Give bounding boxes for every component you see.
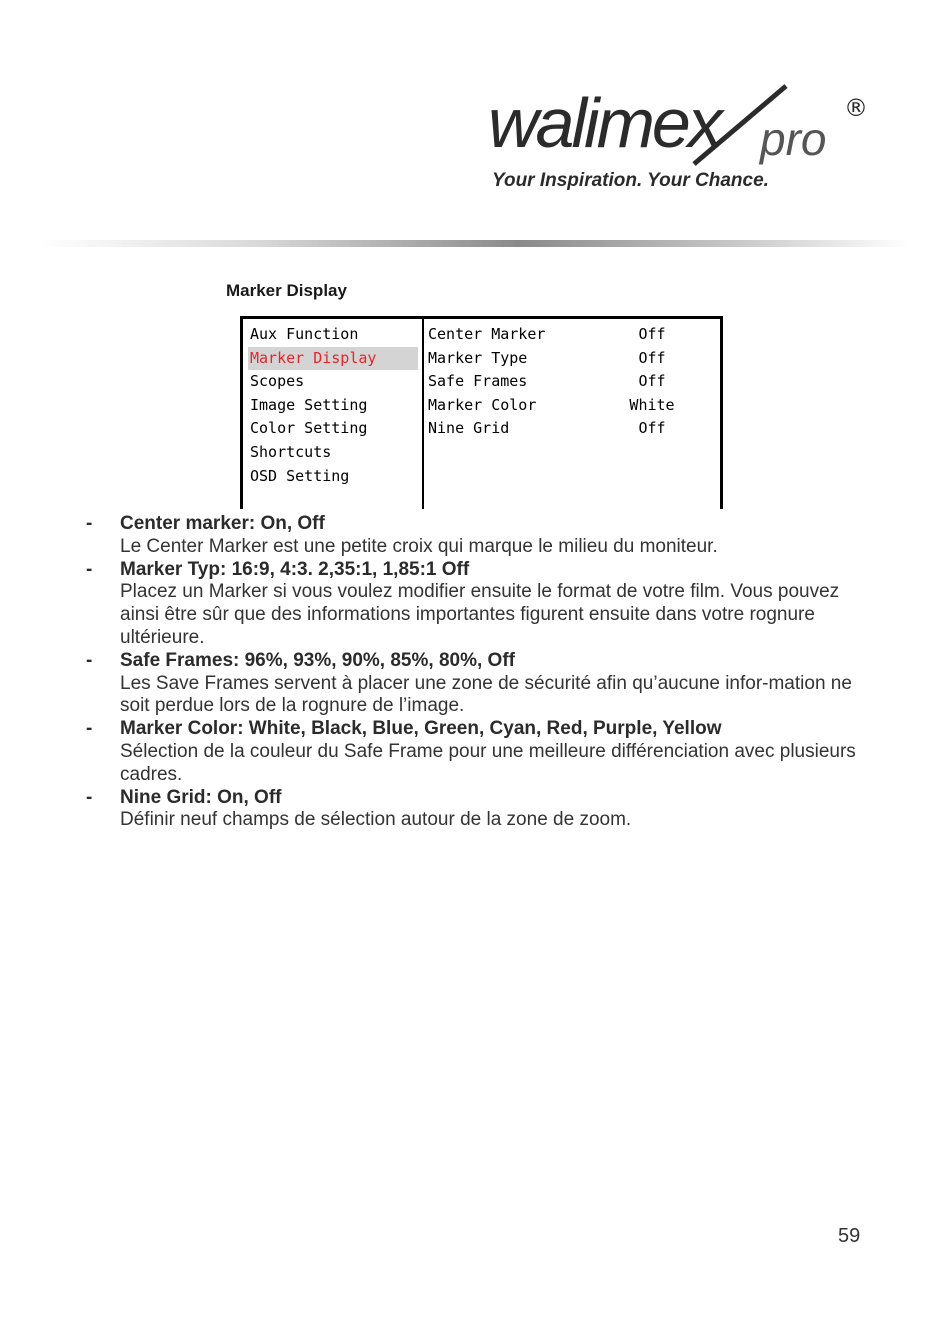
bullet-dash: - bbox=[86, 513, 93, 534]
osd-column-divider bbox=[422, 319, 424, 509]
option-heading: Safe Frames: 96%, 93%, 90%, 85%, 80%, Off bbox=[120, 649, 515, 671]
option-heading: Marker Typ: 16:9, 4:3. 2,35:1, 1,85:1 Off bbox=[120, 558, 470, 580]
osd-settings-list bbox=[428, 323, 718, 441]
osd-setting-row bbox=[428, 347, 718, 371]
osd-setting-label: Marker Color bbox=[428, 395, 537, 414]
bullet-dash: - bbox=[86, 649, 93, 671]
option-description: Sélection de la couleur du Safe Frame pour une meilleure différenciation avec plusieurs cadres. bbox=[120, 740, 856, 785]
registered-mark: ® bbox=[844, 94, 868, 122]
osd-menu-item: Color Setting bbox=[250, 419, 368, 438]
list-item bbox=[86, 559, 866, 650]
osd-setting-row bbox=[428, 417, 718, 441]
osd-menu-item: Scopes bbox=[250, 372, 305, 391]
osd-menu-list bbox=[248, 323, 418, 488]
list-item bbox=[86, 718, 866, 786]
bullet-dash: - bbox=[86, 558, 93, 580]
osd-menu-screenshot bbox=[240, 316, 723, 509]
osd-setting-row bbox=[428, 323, 718, 347]
page-number: 59 bbox=[838, 1225, 861, 1247]
osd-setting-value: Off bbox=[638, 325, 666, 343]
option-description: Le Center Marker est une petite croix qui marque le milieu du moniteur. bbox=[120, 535, 718, 557]
option-description: Placez un Marker si vous voulez modifier ensuite le format de votre film. Vous pouvez ainsi être sûr que des informations importantes figurent ensuite dans votre rognure ultérieure. bbox=[120, 581, 840, 648]
bullet-dash: - bbox=[86, 786, 93, 808]
option-heading: Center marker: On, Off bbox=[120, 513, 325, 534]
option-description: Les Save Frames servent à placer une zone de sécurité afin qu’aucune infor-mation ne soit perdue lors de la rognure de l’image. bbox=[120, 672, 852, 717]
osd-menu-item: Marker Display bbox=[248, 347, 418, 371]
osd-menu-item: OSD Setting bbox=[250, 466, 350, 485]
option-heading: Nine Grid: On, Off bbox=[120, 786, 282, 808]
osd-menu-item: Aux Function bbox=[250, 325, 359, 343]
osd-setting-row bbox=[428, 394, 718, 418]
list-item bbox=[86, 513, 866, 559]
osd-setting-value: Off bbox=[638, 348, 666, 367]
osd-setting-label: Marker Type bbox=[428, 348, 528, 367]
osd-setting-label: Center Marker bbox=[428, 325, 546, 343]
walimex-pro-logo bbox=[488, 82, 868, 172]
logo-suffix: pro bbox=[760, 113, 827, 165]
option-heading: Marker Color: White, Black, Blue, Green, Cyan, Red, Purple, Yellow bbox=[120, 718, 722, 740]
osd-setting-row bbox=[428, 370, 718, 394]
option-description: Définir neuf champs de sélection autour de la zone de zoom. bbox=[120, 809, 632, 831]
header-divider bbox=[40, 240, 910, 247]
osd-setting-label: Safe Frames bbox=[428, 372, 528, 391]
osd-setting-value: White bbox=[629, 395, 675, 414]
osd-setting-label: Nine Grid bbox=[428, 419, 510, 438]
osd-menu-item: Shortcuts bbox=[250, 442, 332, 461]
logo-wordmark: walimex bbox=[488, 84, 720, 162]
osd-setting-value: Off bbox=[638, 419, 666, 438]
marker-options-list bbox=[86, 513, 866, 832]
osd-setting-value: Off bbox=[638, 372, 666, 391]
section-title: Marker Display bbox=[226, 281, 347, 300]
list-item bbox=[86, 650, 866, 718]
bullet-dash: - bbox=[86, 718, 93, 740]
osd-menu-item: Image Setting bbox=[250, 395, 368, 414]
list-item bbox=[86, 787, 866, 833]
tagline: Your Inspiration. Your Chance. bbox=[492, 170, 769, 191]
